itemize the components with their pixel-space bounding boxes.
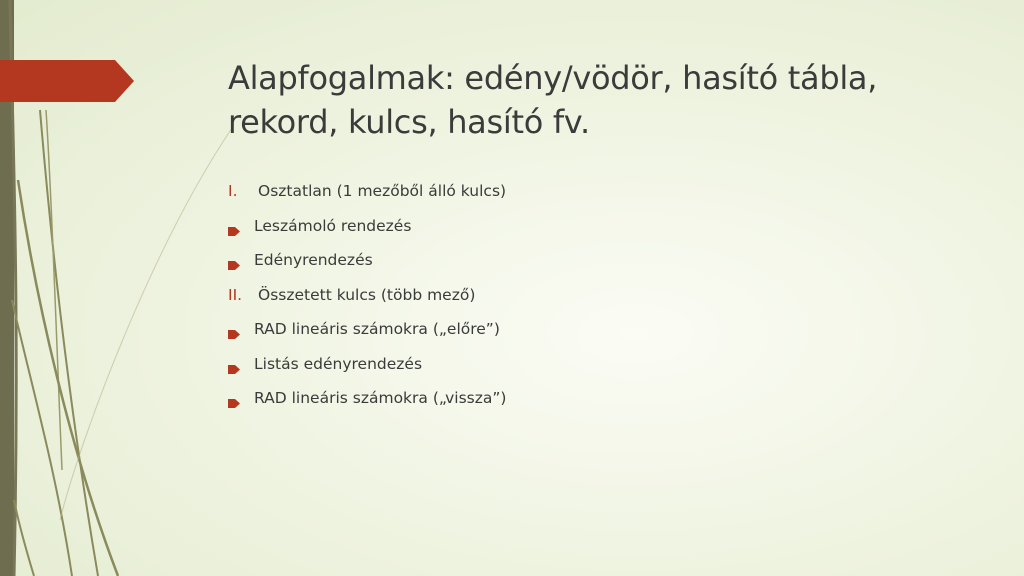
list-item: [228, 251, 988, 286]
list-item-text: Edényrendezés: [254, 251, 373, 269]
slide-title: Alapfogalmak: edény/vödör, hasító tábla, rekord, kulcs, hasító fv.: [228, 59, 878, 141]
content-list: [228, 182, 988, 424]
list-item-text: Osztatlan (1 mezőből álló kulcs): [258, 182, 507, 200]
list-item: [228, 355, 988, 390]
list-item-text: RAD lineáris számokra („előre”): [254, 320, 500, 338]
list-item: [228, 182, 988, 217]
numbered-marker: I.: [228, 182, 238, 200]
arrow-bullet-icon: [228, 217, 254, 240]
list-item-text: Összetett kulcs (több mező): [258, 285, 476, 304]
list-item: [228, 320, 988, 355]
list-item: [228, 389, 988, 424]
list-item-text: Leszámoló rendezés: [254, 216, 412, 235]
list-item-text: RAD lineáris számokra („vissza”): [254, 389, 507, 407]
arrow-bullet-icon: [228, 251, 254, 274]
list-item: [228, 217, 988, 252]
arrow-bullet-icon: [228, 320, 254, 343]
arrow-bullet-icon: [228, 389, 254, 412]
numbered-marker: II.: [228, 285, 243, 304]
list-item: [228, 286, 988, 321]
list-item-text: Listás edényrendezés: [254, 354, 423, 373]
title-arrow-tab: [0, 60, 135, 102]
arrow-bullet-icon: [228, 355, 254, 378]
